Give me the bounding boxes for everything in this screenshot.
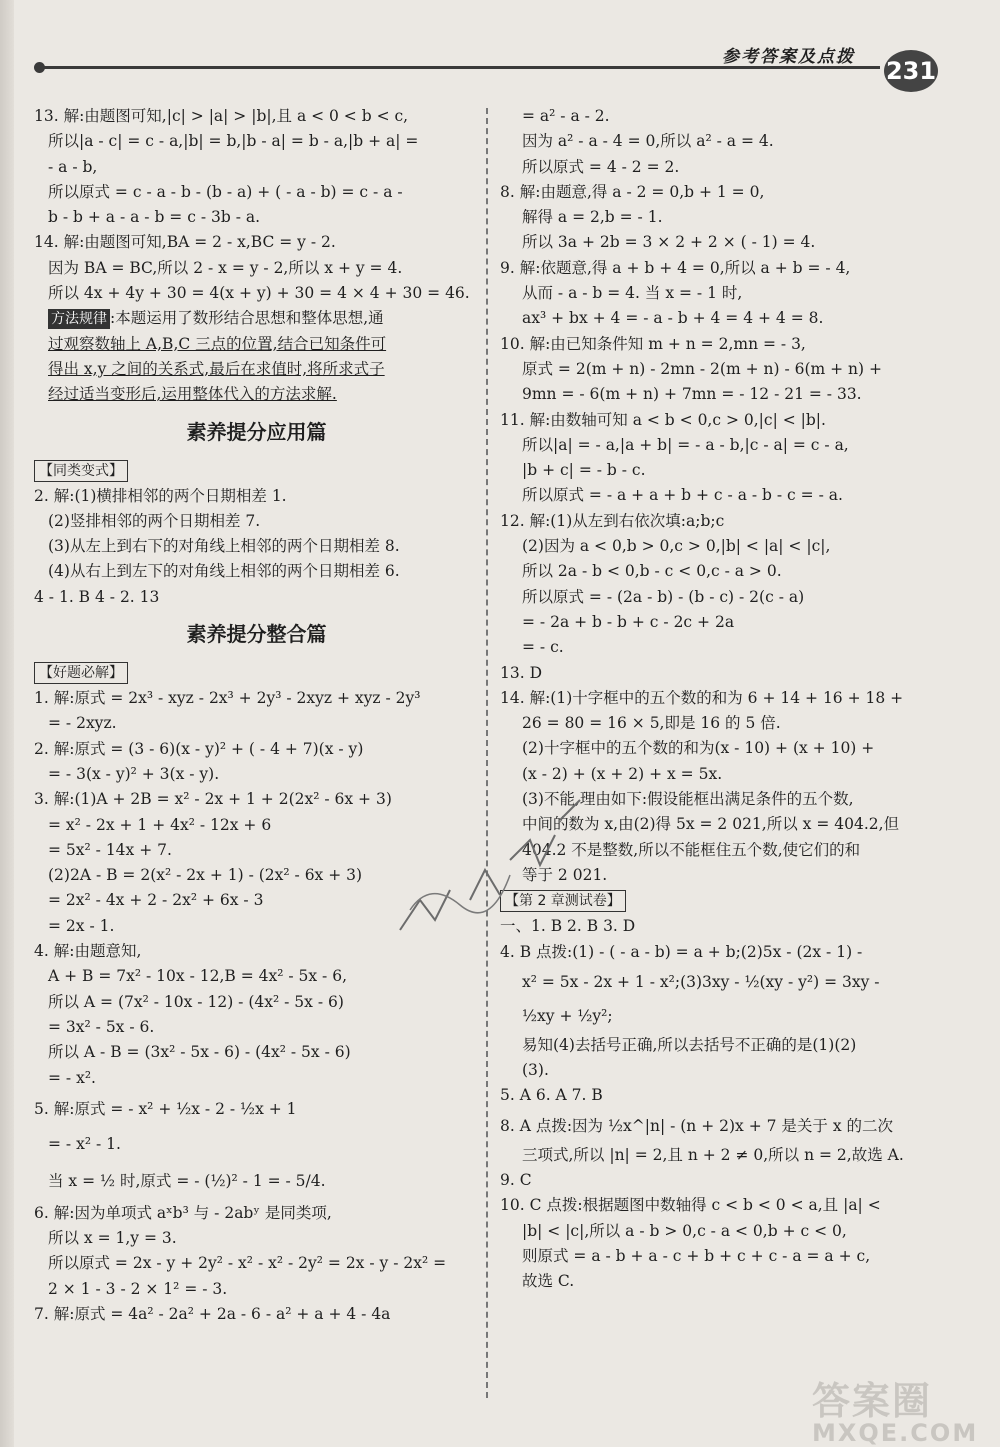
answer-line: 所以 3a + 2b = 3 × 2 + 2 × ( - 1) = 4. <box>522 233 816 252</box>
answer-line: 8. A 点拨:因为 ½x^|n| - (n + 2)x + 7 是关于 x 的二次 <box>500 1116 894 1135</box>
answer-line: 404.2 不是整数,所以不能框住五个数,使它们的和 <box>522 840 861 859</box>
answer-line: A + B = 7x² - 10x - 12,B = 4x² - 5x - 6, <box>48 967 348 986</box>
watermark-logo <box>812 1370 978 1447</box>
answer-line: = - 2xyz. <box>48 714 117 733</box>
answer-line: 所以|a| = - a,|a + b| = - a - b,|c - a| = c - a, <box>522 435 849 454</box>
answer-line: x² = 5x - 2x + 1 - x²;(3)3xy - ½(xy - y²) = 3xy - <box>522 972 880 991</box>
answer-line: = - 2a + b - b + c - 2c + 2a <box>522 612 735 631</box>
answer-line: = 3x² - 5x - 6. <box>48 1017 155 1036</box>
answer-line: 易知(4)去括号正确,所以去括号不正确的是(1)(2) <box>522 1035 857 1054</box>
answer-line: (2)因为 a < 0,b > 0,c > 0,|b| < |a| < |c|, <box>522 537 831 556</box>
answer-line: 所以 4x + 4y + 30 = 4(x + y) + 30 = 4 × 4 + 30 = 46. <box>48 284 470 303</box>
answer-line: = - c. <box>522 638 564 657</box>
watermark-url: MXQE.COM <box>812 1419 979 1447</box>
answer-line: 等于 2 021. <box>522 865 608 884</box>
answer-line: 4. B 点拨:(1) - ( - a - b) = a + b;(2)5x - (2x - 1) - <box>500 942 863 961</box>
answer-line: (2)十字框中的五个数的和为(x - 10) + (x + 10) + <box>522 739 875 758</box>
test-answers-1-3: 一、1. B 2. B 3. D <box>500 917 636 936</box>
answer-line: 5. 解:原式 = - x² + ½x - 2 - ½x + 1 <box>34 1099 297 1118</box>
answer-line: 所以|a - c| = c - a,|b| = b,|b - a| = b - a,|b + a| = <box>48 132 419 151</box>
answer-line: 因为 BA = BC,所以 2 - x = y - 2,所以 x + y = 4. <box>48 258 403 277</box>
answer-line: 11. 解:由数轴可知 a < b < 0,c > 0,|c| < |b|. <box>500 410 826 429</box>
test-answers-5-7: 5. A 6. A 7. B <box>500 1086 603 1105</box>
pencil-scribble <box>390 780 590 950</box>
answer-line: 中间的数为 x,由(2)得 5x = 2 021,所以 x = 404.2,但 <box>522 815 900 834</box>
test-answer-9: 9. C <box>500 1170 532 1189</box>
answer-line: = x² - 2x + 1 + 4x² - 12x + 6 <box>48 815 272 834</box>
answer-line: ax³ + bx + 4 = - a - b + 4 = 4 + 4 = 8. <box>522 309 824 328</box>
answer-line: ½xy + ½y²; <box>522 1006 613 1025</box>
answer-line: 9. 解:依题意,得 a + b + 4 = 0,所以 a + b = - 4, <box>500 258 851 277</box>
method-line: 得出 x,y 之间的关系式,最后在求值时,将所求式子 <box>48 359 385 378</box>
answer-line: (3)不能,理由如下:假设能框出满足条件的五个数, <box>522 790 854 809</box>
answer-p8 <box>500 180 940 256</box>
page-number: 231 <box>884 50 938 92</box>
section-tag: 【第 2 章测试卷】 <box>500 890 626 912</box>
answer-p1 <box>34 686 479 737</box>
answer-line: 26 = 80 = 16 × 5,即是 16 的 5 倍. <box>522 714 781 733</box>
answer-line: 8. 解:由题意,得 a - 2 = 0,b + 1 = 0, <box>500 182 765 201</box>
answer-line: 所以原式 = c - a - b - (b - a) + ( - a - b) = c - a - <box>48 182 403 201</box>
answer-line: = - 3(x - y)² + 3(x - y). <box>48 764 220 783</box>
answer-p13: 13. D <box>500 663 543 682</box>
answer-line: 所以原式 = - (2a - b) - (b - c) - 2(c - a) <box>522 587 805 606</box>
answer-line: (4)从右上到左下的对角线上相邻的两个日期相差 6. <box>48 562 400 581</box>
answer-line: = - x² - 1. <box>48 1134 121 1153</box>
answer-line: = 2x - 1. <box>48 916 115 935</box>
section-tag: 【同类变式】 <box>34 460 128 482</box>
answer-line: 从而 - a - b = 4. 当 x = - 1 时, <box>522 284 743 303</box>
answer-line: (3)从左上到右下的对角线上相邻的两个日期相差 8. <box>48 537 400 556</box>
answer-line: - a - b, <box>48 157 98 176</box>
method-tag: 方法规律 <box>48 309 110 329</box>
answer-p5 <box>34 1091 479 1201</box>
answer-line: 3. 解:(1)A + 2B = x² - 2x + 1 + 2(2x² - 6x + 3) <box>34 790 392 809</box>
answer-p6 <box>34 1201 479 1302</box>
answer-line: 2. 解:(1)横排相邻的两个日期相差 1. <box>34 486 287 505</box>
answer-line: 解得 a = 2,b = - 1. <box>522 208 663 227</box>
answer-line: 2 × 1 - 3 - 2 × 1² = - 3. <box>48 1279 228 1298</box>
test-answer-10 <box>500 1193 940 1294</box>
method-line: 过观察数轴上 A,B,C 三点的位置,结合已知条件可 <box>48 334 387 353</box>
answer-line: 10. C 点拨:根据题图中数轴得 c < b < 0 < a,且 |a| < <box>500 1196 881 1215</box>
section-tag: 【好题必解】 <box>34 662 128 684</box>
answer-line: 13. 解:由题图可知,|c| > |a| > |b|,且 a < 0 < b < c, <box>34 107 409 125</box>
answer-line: 6. 解:因为单项式 aˣb³ 与 - 2abʸ 是同类项, <box>34 1203 332 1222</box>
answer-p4 <box>34 939 479 1091</box>
answer-line: = 2x² - 4x + 2 - 2x² + 6x - 3 <box>48 891 264 910</box>
answer-line: (2)竖排相邻的两个日期相差 7. <box>48 511 261 530</box>
answer-line: 14. 解:(1)十字框中的五个数的和为 6 + 14 + 16 + 18 + <box>500 688 904 707</box>
left-column <box>34 104 479 1327</box>
test-answer-8 <box>500 1109 940 1168</box>
answer-line: 原式 = 2(m + n) - 2mn - 2(m + n) - 6(m + n) + <box>522 359 883 378</box>
method-line: 经过适当变形后,运用整体代入的方法求解. <box>48 385 337 404</box>
answer-4: 4 - 1. B 4 - 2. 13 <box>34 587 160 606</box>
answer-line: 所以 x = 1,y = 3. <box>48 1229 177 1248</box>
answer-line: 则原式 = a - b + a - c + b + c + c - a = a + c, <box>522 1246 871 1265</box>
answer-line: 12. 解:(1)从左到右依次填:a;b;c <box>500 511 725 530</box>
header-title: 参考答案及点拨 <box>722 47 855 67</box>
answer-p11 <box>500 408 940 509</box>
answer-line: |b| < |c|,所以 a - b > 0,c - a < 0,b + c < 0, <box>522 1221 847 1240</box>
answer-line: (2)2A - B = 2(x² - 2x + 1) - (2x² - 6x + 3) <box>48 866 363 885</box>
answer-line: 因为 a² - a - 4 = 0,所以 a² - a = 4. <box>522 132 774 151</box>
answer-line: 9mn = - 6(m + n) + 7mn = - 12 - 21 = - 33. <box>522 385 862 404</box>
right-column <box>500 104 940 1294</box>
watermark-text: 答案圈 <box>812 1379 933 1423</box>
answer-p12 <box>500 509 940 661</box>
answer-line: b - b + a - a - b = c - 3b - a. <box>48 208 261 227</box>
column-divider <box>486 108 488 1398</box>
answer-line: 所以原式 = 2x - y + 2y² - x² - x² - 2y² = 2x - y - 2x² = <box>48 1254 447 1273</box>
answer-p9 <box>500 256 940 332</box>
answer-line: 14. 解:由题图可知,BA = 2 - x,BC = y - 2. <box>34 233 336 252</box>
answer-line: 所以 2a - b < 0,b - c < 0,c - a > 0. <box>522 562 782 581</box>
answer-p7: 7. 解:原式 = 4a² - 2a² + 2a - 6 - a² + a + 4 - 4a <box>34 1304 391 1323</box>
answer-2 <box>34 484 479 585</box>
answer-14 <box>34 230 479 306</box>
answer-line: 1. 解:原式 = 2x³ - xyz - 2x³ + 2y³ - 2xyz + xyz - 2y³ <box>34 689 421 708</box>
answer-line: 所以 A = (7x² - 10x - 12) - (4x² - 5x - 6) <box>48 992 344 1011</box>
answer-line: 故选 C. <box>522 1272 575 1291</box>
answer-line: 所以 A - B = (3x² - 5x - 6) - (4x² - 5x - 6) <box>48 1043 351 1062</box>
answer-line: 10. 解:由已知条件知 m + n = 2,mn = - 3, <box>500 334 806 353</box>
answer-line: |b + c| = - b - c. <box>522 461 646 480</box>
answer-line: 三项式,所以 |n| = 2,且 n + 2 ≠ 0,所以 n = 2,故选 A. <box>522 1145 904 1164</box>
answer-p10 <box>500 332 940 408</box>
answer-line: = - x². <box>48 1068 96 1087</box>
answer-line: 2. 解:原式 = (3 - 6)(x - y)² + ( - 4 + 7)(x - y) <box>34 739 364 758</box>
answer-line: 当 x = ½ 时,原式 = - (½)² - 1 = - 5/4. <box>48 1171 326 1190</box>
method-note <box>34 306 479 407</box>
section-title-application: 素养提分应用篇 <box>186 419 327 444</box>
answer-line: 所以原式 = 4 - 2 = 2. <box>522 157 680 176</box>
test-answer-4 <box>500 940 940 1084</box>
answer-line: = a² - a - 2. <box>522 107 610 125</box>
answer-line: (3). <box>522 1061 549 1080</box>
answer-p7-continued <box>500 104 940 180</box>
answer-line: 4. 解:由题意知, <box>34 942 142 961</box>
answer-13 <box>34 104 479 230</box>
section-title-integration: 素养提分整合篇 <box>186 622 327 647</box>
answer-line: 所以原式 = - a + a + b + c - a - b - c = - a. <box>522 486 843 505</box>
method-line: :本题运用了数形结合思想和整体思想,通 <box>110 309 384 328</box>
answer-line: (x - 2) + (x + 2) + x = 5x. <box>522 764 723 783</box>
answer-line: = 5x² - 14x + 7. <box>48 840 172 859</box>
binding-edge <box>0 0 14 1447</box>
